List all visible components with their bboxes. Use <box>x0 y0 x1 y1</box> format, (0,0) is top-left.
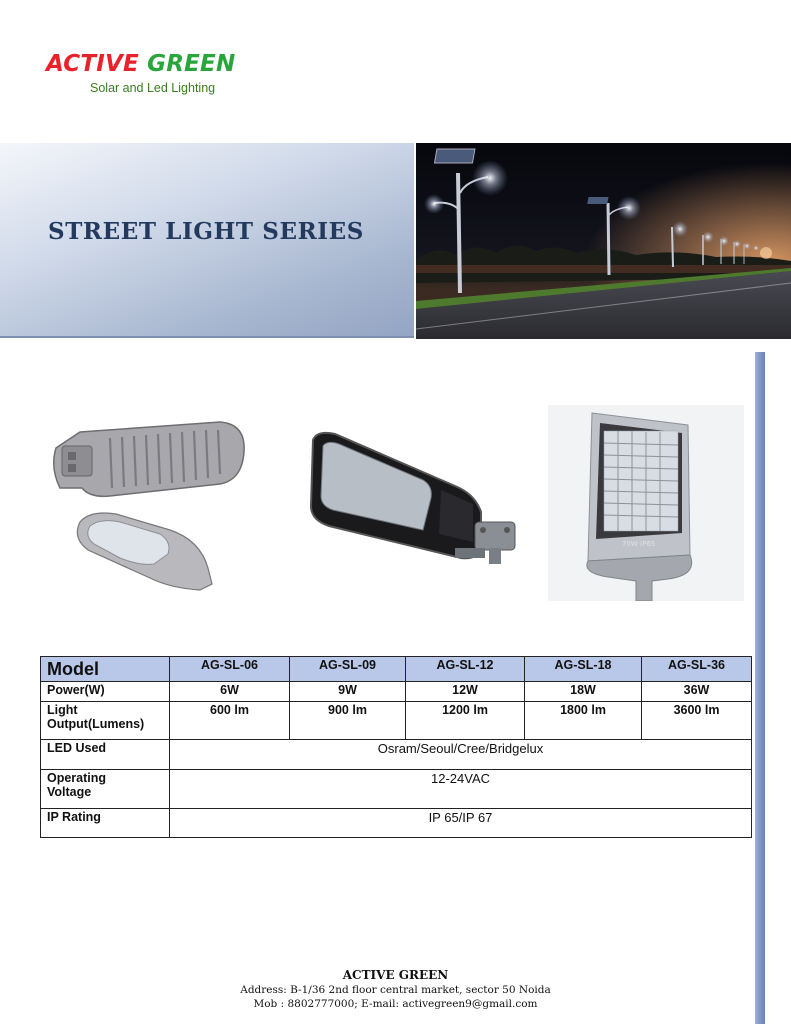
row-label-voltage-line1: Operating <box>47 771 107 785</box>
row-label-led-used: LED Used <box>41 740 170 770</box>
logo-word-green: GREEN <box>147 51 236 77</box>
product-photo-cobra-head-lamp <box>50 418 250 598</box>
table-cell: 900 lm <box>290 702 406 740</box>
table-cell: 1200 lm <box>406 702 525 740</box>
table-row-led-used <box>41 740 752 770</box>
side-accent-bar <box>755 352 765 1024</box>
lamp-imprint: 70W IP65 <box>622 540 656 548</box>
table-header-cell: AG-SL-09 <box>290 657 406 682</box>
table-header-cell: AG-SL-12 <box>406 657 525 682</box>
product-photo-black-panel-lamp <box>305 430 525 575</box>
footer-company-name: ACTIVE GREEN <box>342 968 449 982</box>
row-label-operating-voltage <box>41 770 170 809</box>
row-label-voltage-line2: Voltage <box>47 785 92 799</box>
table-row-operating-voltage <box>41 770 752 809</box>
table-cell: 12W <box>406 682 525 702</box>
page-title: STREET LIGHT SERIES <box>48 218 365 245</box>
table-row-model <box>41 657 752 682</box>
street-lights-at-night-photo <box>416 143 791 339</box>
table-row-light-output <box>41 702 752 740</box>
row-label-light-output-line1: Light <box>47 703 78 717</box>
row-label-light-output <box>41 702 170 740</box>
logo-word-active: ACTIVE <box>46 51 139 77</box>
company-logo <box>46 50 236 95</box>
table-row-ip-rating <box>41 809 752 838</box>
footer-contact: Mob : 8802777000; E-mail: activegreen9@gmail.com <box>253 998 538 1010</box>
row-label-light-output-line2: Output(Lumens) <box>47 717 145 731</box>
table-header-cell: AG-SL-06 <box>170 657 290 682</box>
table-header-cell: AG-SL-36 <box>642 657 752 682</box>
page-footer <box>0 968 791 1011</box>
row-label-power: Power(W) <box>41 682 170 702</box>
footer-address: Address: B-1/36 2nd floor central market, sector 50 Noida <box>240 984 551 996</box>
product-photo-multi-led-lamp <box>548 405 744 601</box>
table-cell: 3600 lm <box>642 702 752 740</box>
table-cell: 6W <box>170 682 290 702</box>
table-cell: 9W <box>290 682 406 702</box>
table-cell: 36W <box>642 682 752 702</box>
table-cell: 18W <box>525 682 642 702</box>
table-header-cell: AG-SL-18 <box>525 657 642 682</box>
spec-table <box>40 656 752 838</box>
table-cell: 12-24VAC <box>170 770 752 809</box>
row-label-ip-rating: IP Rating <box>41 809 170 838</box>
table-cell: 600 lm <box>170 702 290 740</box>
table-cell: IP 65/IP 67 <box>170 809 752 838</box>
title-banner <box>0 143 414 338</box>
table-header-model: Model <box>41 657 170 682</box>
logo-wordmark <box>46 50 235 78</box>
table-cell: 1800 lm <box>525 702 642 740</box>
logo-tagline: Solar and Led Lighting <box>90 81 216 95</box>
table-row-power <box>41 682 752 702</box>
table-cell: Osram/Seoul/Cree/Bridgelux <box>170 740 752 770</box>
